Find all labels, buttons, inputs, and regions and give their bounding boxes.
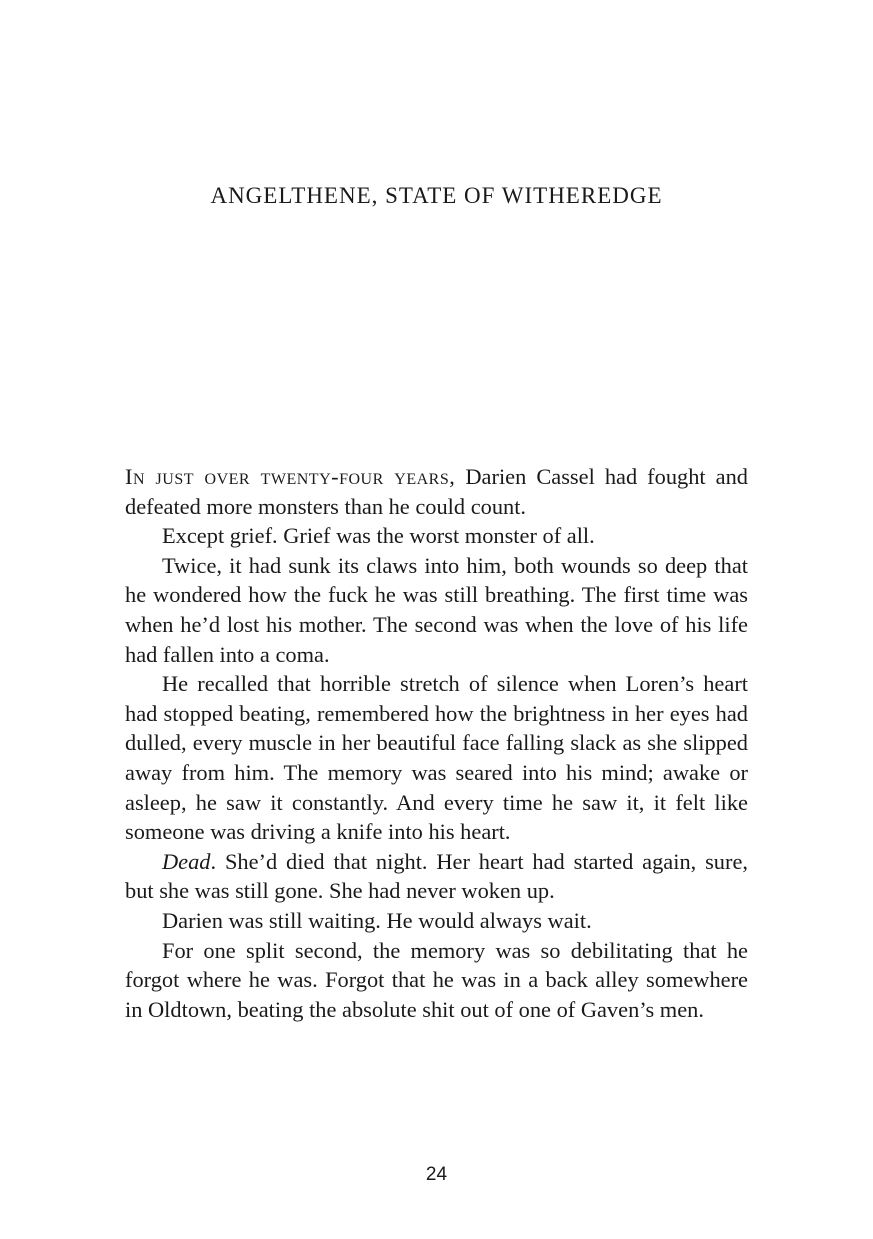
paragraph-7: For one split second, the memory was so debilitating that he forgot where he was. Forgot that he was in a back alley somewhere in Oldtown, beating the absolute shit out of one of Gaven’s men. (125, 937, 748, 1022)
paragraph-4: He recalled that horrible stretch of silence when Loren’s heart had stopped beating, remembered how the brightness in her eyes had dulled, every muscle in her beautiful face falling slack as she slipped away from him. The memory was seared into his mind; awake or asleep, he saw it constantly. And every time he saw it, it felt like someone was driving a knife into his heart. (125, 671, 748, 845)
paragraph-5-text: . She’d died that night. Her heart had started again, sure, but she was still gone. She had never woken up. (125, 848, 748, 904)
page-number: 24 (425, 1164, 448, 1185)
paragraph-5 (125, 847, 748, 906)
emphasis-dead: Dead (162, 848, 211, 874)
paragraph-3: Twice, it had sunk its claws into him, both wounds so deep that he wondered how the fuck he was still breathing. The first time was when he’d lost his mother. The second was when the love of his life had fallen into a coma. (125, 552, 748, 667)
chapter-heading: ANGELTHENE, STATE OF WITHEREDGE (210, 183, 663, 208)
chapter-body (125, 462, 748, 1024)
paragraph-6: Darien was still waiting. He would always wait. (162, 907, 592, 933)
paragraph-1 (125, 462, 748, 521)
paragraph-2: Except grief. Grief was the worst monster of all. (162, 523, 595, 549)
paragraph-1-text: Darien Cassel had fought and defeated more monsters than he could count. (125, 464, 748, 519)
opening-smallcaps: In just over twenty-four years, (125, 464, 456, 489)
